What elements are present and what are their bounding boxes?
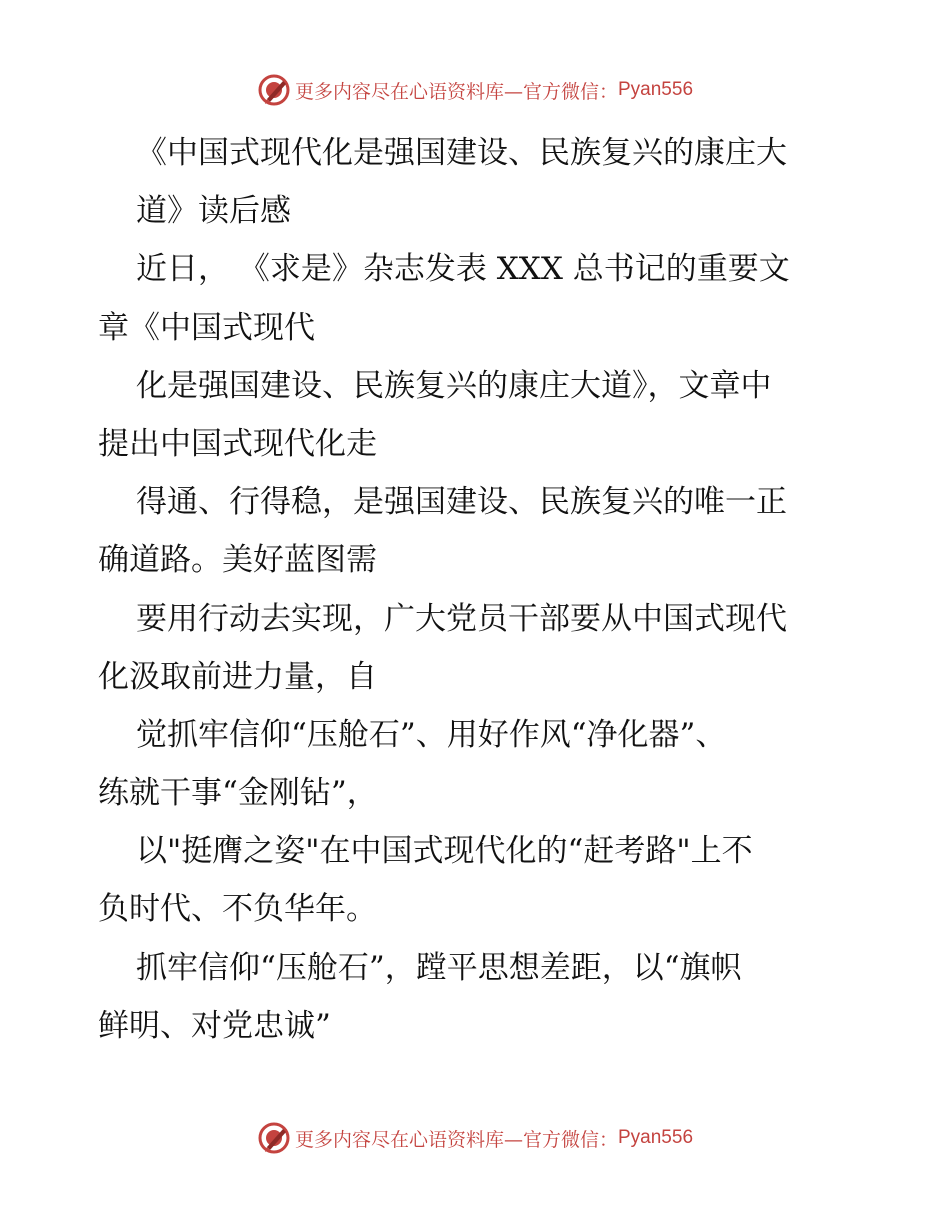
document-title-line: 《中国式现代化是强国建设、民族复兴的康庄大 bbox=[136, 135, 787, 171]
pen-logo-icon bbox=[257, 73, 291, 107]
paragraph-line: 得通、行得稳，是强国建设、民族复兴的唯一正 bbox=[136, 484, 787, 521]
footer-banner bbox=[0, 1118, 950, 1158]
footer-wechat-id: Pyan556 bbox=[618, 1127, 694, 1148]
paragraph-line: 确道路。美好蓝图需 bbox=[98, 542, 377, 579]
paragraph-line: 近日， 《求是》杂志发表 XXX 总书记的重要文 bbox=[136, 251, 790, 288]
document-title-line: 道》读后感 bbox=[136, 193, 291, 230]
footer-banner-text: 更多内容尽在心语资料库—官方微信： bbox=[294, 1128, 618, 1151]
paragraph-line: 章《中国式现代 bbox=[98, 309, 315, 346]
header-banner-text: 更多内容尽在心语资料库—官方微信： bbox=[294, 80, 618, 103]
paragraph-line: 负时代、不负华年。 bbox=[98, 891, 377, 928]
paragraph-line: 觉抓牢信仰“压舱石”、用好作风“净化器”、 bbox=[136, 716, 727, 753]
document-body bbox=[98, 124, 858, 1055]
paragraph-line: 抓牢信仰“压舱石”，蹚平思想差距，以“旗帜 bbox=[136, 949, 742, 986]
paragraph-line: 鲜明、对党忠诚” bbox=[98, 1007, 331, 1044]
header-wechat-id: Pyan556 bbox=[618, 79, 694, 100]
paragraph-line: 要用行动去实现，广大党员干部要从中国式现代 bbox=[136, 600, 787, 637]
header-banner bbox=[0, 70, 950, 110]
paragraph-line: 化是强国建设、民族复兴的康庄大道》，文章中 bbox=[136, 367, 772, 404]
paragraph-line: 练就干事“金刚钻”， bbox=[98, 775, 378, 812]
paragraph-line: 化汲取前进力量，自 bbox=[98, 658, 377, 695]
pen-logo-icon bbox=[257, 1121, 291, 1155]
paragraph-line: 提出中国式现代化走 bbox=[98, 425, 377, 462]
paragraph-line: 以"挺膺之姿"在中国式现代化的“赶考路"上不 bbox=[136, 833, 753, 870]
